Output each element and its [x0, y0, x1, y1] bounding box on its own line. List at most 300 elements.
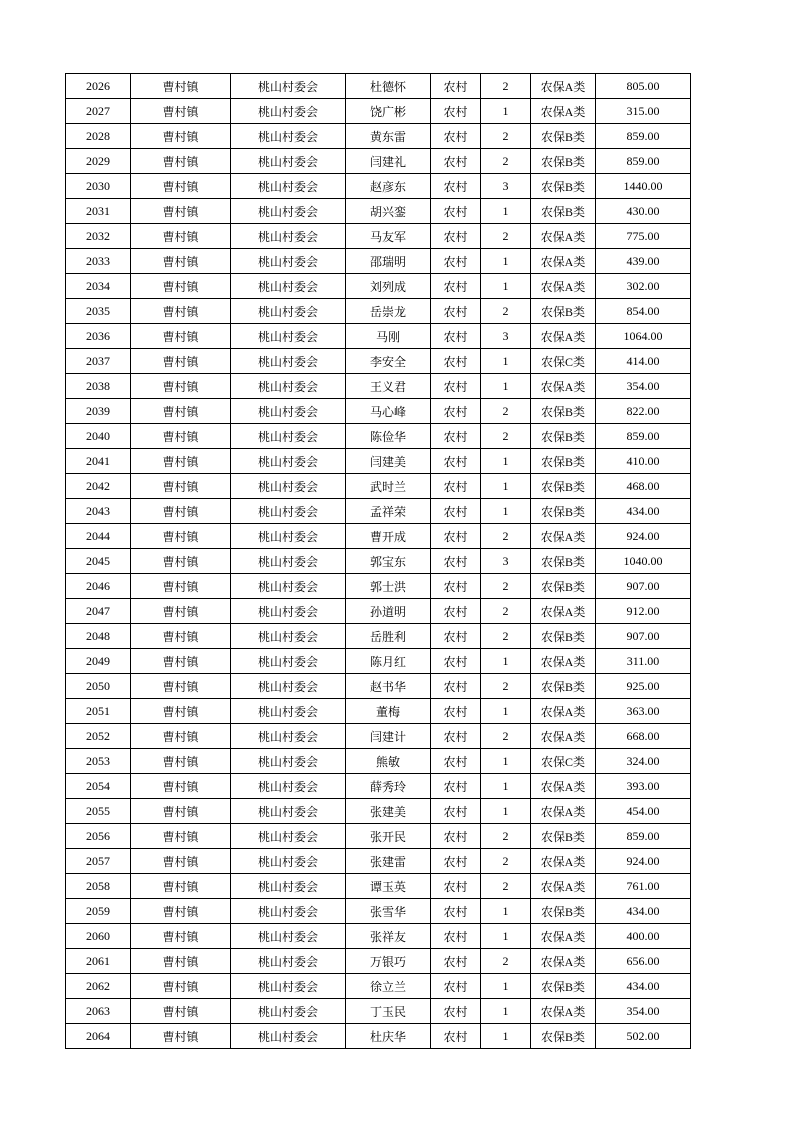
cell-residence: 农村 [431, 824, 481, 849]
cell-category: 农保B类 [531, 299, 596, 324]
cell-town: 曹村镇 [131, 324, 231, 349]
cell-amount: 668.00 [596, 724, 691, 749]
cell-residence: 农村 [431, 399, 481, 424]
cell-category: 农保B类 [531, 824, 596, 849]
table-row [66, 349, 691, 374]
cell-name: 闫建计 [346, 724, 431, 749]
cell-name: 杜庆华 [346, 1024, 431, 1049]
cell-residence: 农村 [431, 174, 481, 199]
cell-category: 农保A类 [531, 799, 596, 824]
cell-name: 徐立兰 [346, 974, 431, 999]
cell-count: 1 [481, 474, 531, 499]
cell-name: 岳胜利 [346, 624, 431, 649]
cell-town: 曹村镇 [131, 374, 231, 399]
cell-amount: 410.00 [596, 449, 691, 474]
cell-category: 农保A类 [531, 999, 596, 1024]
cell-serial: 2060 [66, 924, 131, 949]
cell-count: 1 [481, 649, 531, 674]
cell-count: 2 [481, 674, 531, 699]
cell-town: 曹村镇 [131, 249, 231, 274]
cell-category: 农保A类 [531, 74, 596, 99]
cell-residence: 农村 [431, 274, 481, 299]
cell-amount: 302.00 [596, 274, 691, 299]
cell-category: 农保B类 [531, 399, 596, 424]
cell-category: 农保B类 [531, 974, 596, 999]
cell-count: 1 [481, 974, 531, 999]
cell-serial: 2053 [66, 749, 131, 774]
cell-count: 2 [481, 224, 531, 249]
table-row [66, 424, 691, 449]
table-row [66, 174, 691, 199]
cell-category: 农保A类 [531, 274, 596, 299]
cell-town: 曹村镇 [131, 1024, 231, 1049]
cell-town: 曹村镇 [131, 599, 231, 624]
cell-amount: 924.00 [596, 524, 691, 549]
cell-town: 曹村镇 [131, 349, 231, 374]
cell-residence: 农村 [431, 499, 481, 524]
cell-serial: 2033 [66, 249, 131, 274]
cell-residence: 农村 [431, 924, 481, 949]
cell-serial: 2047 [66, 599, 131, 624]
cell-amount: 315.00 [596, 99, 691, 124]
cell-category: 农保B类 [531, 149, 596, 174]
cell-amount: 859.00 [596, 824, 691, 849]
cell-count: 2 [481, 424, 531, 449]
cell-count: 2 [481, 824, 531, 849]
cell-category: 农保B类 [531, 1024, 596, 1049]
table-row [66, 649, 691, 674]
cell-town: 曹村镇 [131, 724, 231, 749]
cell-residence: 农村 [431, 324, 481, 349]
table-row [66, 849, 691, 874]
cell-amount: 924.00 [596, 849, 691, 874]
cell-town: 曹村镇 [131, 499, 231, 524]
cell-name: 赵彦东 [346, 174, 431, 199]
cell-town: 曹村镇 [131, 474, 231, 499]
cell-residence: 农村 [431, 624, 481, 649]
cell-name: 孙道明 [346, 599, 431, 624]
cell-name: 张雪华 [346, 899, 431, 924]
cell-count: 1 [481, 799, 531, 824]
cell-amount: 363.00 [596, 699, 691, 724]
cell-serial: 2057 [66, 849, 131, 874]
cell-name: 李安全 [346, 349, 431, 374]
cell-name: 孟祥荣 [346, 499, 431, 524]
cell-village: 桃山村委会 [231, 324, 346, 349]
cell-category: 农保B类 [531, 899, 596, 924]
cell-town: 曹村镇 [131, 824, 231, 849]
cell-amount: 434.00 [596, 899, 691, 924]
cell-name: 岳崇龙 [346, 299, 431, 324]
cell-village: 桃山村委会 [231, 974, 346, 999]
cell-serial: 2037 [66, 349, 131, 374]
cell-amount: 311.00 [596, 649, 691, 674]
cell-name: 万银巧 [346, 949, 431, 974]
cell-name: 马刚 [346, 324, 431, 349]
cell-town: 曹村镇 [131, 524, 231, 549]
cell-name: 刘列成 [346, 274, 431, 299]
cell-residence: 农村 [431, 724, 481, 749]
cell-name: 马友军 [346, 224, 431, 249]
cell-count: 1 [481, 349, 531, 374]
cell-count: 1 [481, 449, 531, 474]
table-row [66, 674, 691, 699]
cell-residence: 农村 [431, 999, 481, 1024]
cell-count: 1 [481, 499, 531, 524]
cell-town: 曹村镇 [131, 299, 231, 324]
cell-residence: 农村 [431, 799, 481, 824]
cell-residence: 农村 [431, 699, 481, 724]
table-body [66, 74, 691, 1049]
cell-town: 曹村镇 [131, 224, 231, 249]
table-row [66, 524, 691, 549]
cell-amount: 414.00 [596, 349, 691, 374]
cell-village: 桃山村委会 [231, 499, 346, 524]
cell-category: 农保B类 [531, 574, 596, 599]
cell-name: 张建美 [346, 799, 431, 824]
cell-count: 3 [481, 549, 531, 574]
cell-category: 农保A类 [531, 724, 596, 749]
cell-category: 农保A类 [531, 774, 596, 799]
cell-town: 曹村镇 [131, 574, 231, 599]
cell-amount: 805.00 [596, 74, 691, 99]
cell-category: 农保A类 [531, 374, 596, 399]
cell-amount: 1064.00 [596, 324, 691, 349]
cell-serial: 2064 [66, 1024, 131, 1049]
cell-name: 谭玉英 [346, 874, 431, 899]
table-row [66, 624, 691, 649]
cell-residence: 农村 [431, 974, 481, 999]
table-row [66, 474, 691, 499]
cell-amount: 656.00 [596, 949, 691, 974]
cell-residence: 农村 [431, 249, 481, 274]
cell-amount: 822.00 [596, 399, 691, 424]
cell-name: 饶广彬 [346, 99, 431, 124]
cell-village: 桃山村委会 [231, 774, 346, 799]
cell-village: 桃山村委会 [231, 99, 346, 124]
cell-name: 胡兴銮 [346, 199, 431, 224]
cell-village: 桃山村委会 [231, 599, 346, 624]
cell-count: 1 [481, 274, 531, 299]
cell-serial: 2032 [66, 224, 131, 249]
cell-name: 熊敏 [346, 749, 431, 774]
cell-category: 农保B类 [531, 124, 596, 149]
cell-serial: 2041 [66, 449, 131, 474]
cell-count: 2 [481, 574, 531, 599]
cell-village: 桃山村委会 [231, 549, 346, 574]
cell-category: 农保A类 [531, 699, 596, 724]
cell-serial: 2045 [66, 549, 131, 574]
cell-category: 农保B类 [531, 449, 596, 474]
cell-count: 1 [481, 199, 531, 224]
cell-name: 郭士洪 [346, 574, 431, 599]
table-row [66, 224, 691, 249]
cell-count: 2 [481, 724, 531, 749]
cell-serial: 2036 [66, 324, 131, 349]
cell-name: 张建雷 [346, 849, 431, 874]
table-row [66, 899, 691, 924]
cell-village: 桃山村委会 [231, 224, 346, 249]
cell-village: 桃山村委会 [231, 74, 346, 99]
cell-serial: 2056 [66, 824, 131, 849]
cell-serial: 2055 [66, 799, 131, 824]
cell-category: 农保A类 [531, 649, 596, 674]
cell-village: 桃山村委会 [231, 949, 346, 974]
cell-town: 曹村镇 [131, 124, 231, 149]
cell-residence: 农村 [431, 899, 481, 924]
cell-village: 桃山村委会 [231, 449, 346, 474]
cell-count: 1 [481, 1024, 531, 1049]
cell-serial: 2028 [66, 124, 131, 149]
cell-count: 2 [481, 599, 531, 624]
cell-town: 曹村镇 [131, 799, 231, 824]
cell-town: 曹村镇 [131, 174, 231, 199]
cell-name: 丁玉民 [346, 999, 431, 1024]
cell-residence: 农村 [431, 299, 481, 324]
cell-village: 桃山村委会 [231, 174, 346, 199]
table-row [66, 1024, 691, 1049]
cell-amount: 859.00 [596, 424, 691, 449]
cell-amount: 400.00 [596, 924, 691, 949]
table-row [66, 699, 691, 724]
cell-residence: 农村 [431, 374, 481, 399]
table-row [66, 399, 691, 424]
cell-serial: 2058 [66, 874, 131, 899]
cell-amount: 859.00 [596, 124, 691, 149]
cell-serial: 2026 [66, 74, 131, 99]
cell-name: 闫建美 [346, 449, 431, 474]
table-row [66, 724, 691, 749]
cell-residence: 农村 [431, 649, 481, 674]
table-row [66, 374, 691, 399]
cell-town: 曹村镇 [131, 774, 231, 799]
table-row [66, 999, 691, 1024]
cell-village: 桃山村委会 [231, 799, 346, 824]
cell-residence: 农村 [431, 774, 481, 799]
cell-count: 2 [481, 399, 531, 424]
cell-category: 农保A类 [531, 99, 596, 124]
cell-count: 1 [481, 999, 531, 1024]
table-row [66, 299, 691, 324]
cell-category: 农保A类 [531, 324, 596, 349]
cell-count: 2 [481, 624, 531, 649]
cell-village: 桃山村委会 [231, 524, 346, 549]
cell-residence: 农村 [431, 874, 481, 899]
cell-name: 马心峰 [346, 399, 431, 424]
cell-town: 曹村镇 [131, 624, 231, 649]
cell-town: 曹村镇 [131, 99, 231, 124]
cell-category: 农保A类 [531, 249, 596, 274]
cell-name: 闫建礼 [346, 149, 431, 174]
cell-village: 桃山村委会 [231, 749, 346, 774]
cell-category: 农保A类 [531, 524, 596, 549]
cell-category: 农保B类 [531, 474, 596, 499]
cell-village: 桃山村委会 [231, 399, 346, 424]
cell-amount: 859.00 [596, 149, 691, 174]
cell-serial: 2040 [66, 424, 131, 449]
cell-amount: 468.00 [596, 474, 691, 499]
cell-count: 2 [481, 149, 531, 174]
cell-amount: 1440.00 [596, 174, 691, 199]
cell-village: 桃山村委会 [231, 674, 346, 699]
cell-residence: 农村 [431, 99, 481, 124]
cell-town: 曹村镇 [131, 974, 231, 999]
cell-serial: 2035 [66, 299, 131, 324]
cell-count: 1 [481, 924, 531, 949]
cell-town: 曹村镇 [131, 424, 231, 449]
cell-town: 曹村镇 [131, 924, 231, 949]
cell-amount: 1040.00 [596, 549, 691, 574]
cell-amount: 324.00 [596, 749, 691, 774]
table-row [66, 749, 691, 774]
cell-village: 桃山村委会 [231, 1024, 346, 1049]
cell-count: 2 [481, 74, 531, 99]
cell-amount: 434.00 [596, 499, 691, 524]
cell-residence: 农村 [431, 199, 481, 224]
cell-residence: 农村 [431, 224, 481, 249]
cell-serial: 2030 [66, 174, 131, 199]
cell-count: 1 [481, 374, 531, 399]
cell-residence: 农村 [431, 74, 481, 99]
cell-amount: 439.00 [596, 249, 691, 274]
cell-category: 农保C类 [531, 349, 596, 374]
cell-town: 曹村镇 [131, 149, 231, 174]
cell-category: 农保A类 [531, 849, 596, 874]
cell-residence: 农村 [431, 124, 481, 149]
cell-residence: 农村 [431, 574, 481, 599]
cell-amount: 354.00 [596, 374, 691, 399]
cell-residence: 农村 [431, 599, 481, 624]
cell-name: 陈俭华 [346, 424, 431, 449]
cell-serial: 2059 [66, 899, 131, 924]
cell-amount: 854.00 [596, 299, 691, 324]
cell-name: 郭宝东 [346, 549, 431, 574]
cell-town: 曹村镇 [131, 749, 231, 774]
table-row [66, 599, 691, 624]
cell-count: 2 [481, 524, 531, 549]
cell-name: 赵书华 [346, 674, 431, 699]
cell-name: 陈月红 [346, 649, 431, 674]
cell-town: 曹村镇 [131, 649, 231, 674]
cell-town: 曹村镇 [131, 874, 231, 899]
table-row [66, 824, 691, 849]
cell-name: 武时兰 [346, 474, 431, 499]
cell-count: 2 [481, 299, 531, 324]
cell-town: 曹村镇 [131, 949, 231, 974]
cell-category: 农保A类 [531, 224, 596, 249]
cell-serial: 2044 [66, 524, 131, 549]
cell-amount: 354.00 [596, 999, 691, 1024]
table-row [66, 499, 691, 524]
cell-village: 桃山村委会 [231, 249, 346, 274]
cell-category: 农保B类 [531, 199, 596, 224]
cell-amount: 907.00 [596, 624, 691, 649]
cell-serial: 2048 [66, 624, 131, 649]
cell-village: 桃山村委会 [231, 624, 346, 649]
cell-count: 1 [481, 699, 531, 724]
cell-count: 2 [481, 949, 531, 974]
cell-count: 1 [481, 749, 531, 774]
cell-serial: 2061 [66, 949, 131, 974]
cell-town: 曹村镇 [131, 274, 231, 299]
cell-village: 桃山村委会 [231, 474, 346, 499]
cell-category: 农保A类 [531, 874, 596, 899]
cell-serial: 2062 [66, 974, 131, 999]
table-row [66, 124, 691, 149]
cell-category: 农保B类 [531, 624, 596, 649]
cell-town: 曹村镇 [131, 549, 231, 574]
table-row [66, 199, 691, 224]
cell-name: 薛秀玲 [346, 774, 431, 799]
cell-amount: 761.00 [596, 874, 691, 899]
cell-amount: 775.00 [596, 224, 691, 249]
table-row [66, 574, 691, 599]
table-row [66, 274, 691, 299]
cell-name: 邵瑞明 [346, 249, 431, 274]
cell-category: 农保B类 [531, 549, 596, 574]
cell-name: 杜德怀 [346, 74, 431, 99]
cell-residence: 农村 [431, 474, 481, 499]
cell-residence: 农村 [431, 1024, 481, 1049]
cell-serial: 2051 [66, 699, 131, 724]
cell-residence: 农村 [431, 524, 481, 549]
cell-village: 桃山村委会 [231, 699, 346, 724]
cell-serial: 2043 [66, 499, 131, 524]
cell-serial: 2054 [66, 774, 131, 799]
cell-amount: 502.00 [596, 1024, 691, 1049]
cell-town: 曹村镇 [131, 849, 231, 874]
cell-village: 桃山村委会 [231, 724, 346, 749]
cell-amount: 454.00 [596, 799, 691, 824]
cell-residence: 农村 [431, 849, 481, 874]
cell-residence: 农村 [431, 424, 481, 449]
cell-category: 农保B类 [531, 674, 596, 699]
table-row [66, 799, 691, 824]
cell-name: 黄东雷 [346, 124, 431, 149]
table-row [66, 324, 691, 349]
cell-town: 曹村镇 [131, 999, 231, 1024]
cell-town: 曹村镇 [131, 399, 231, 424]
cell-count: 2 [481, 124, 531, 149]
cell-residence: 农村 [431, 149, 481, 174]
cell-amount: 393.00 [596, 774, 691, 799]
cell-village: 桃山村委会 [231, 199, 346, 224]
cell-village: 桃山村委会 [231, 274, 346, 299]
cell-village: 桃山村委会 [231, 649, 346, 674]
cell-name: 张开民 [346, 824, 431, 849]
cell-serial: 2042 [66, 474, 131, 499]
cell-residence: 农村 [431, 674, 481, 699]
cell-residence: 农村 [431, 449, 481, 474]
cell-residence: 农村 [431, 749, 481, 774]
cell-village: 桃山村委会 [231, 149, 346, 174]
cell-amount: 430.00 [596, 199, 691, 224]
cell-village: 桃山村委会 [231, 874, 346, 899]
cell-amount: 434.00 [596, 974, 691, 999]
cell-count: 1 [481, 899, 531, 924]
cell-name: 张祥友 [346, 924, 431, 949]
cell-village: 桃山村委会 [231, 299, 346, 324]
pension-table [65, 73, 691, 1049]
cell-count: 1 [481, 249, 531, 274]
cell-count: 3 [481, 174, 531, 199]
cell-category: 农保B类 [531, 174, 596, 199]
table-row [66, 924, 691, 949]
cell-serial: 2034 [66, 274, 131, 299]
cell-category: 农保A类 [531, 599, 596, 624]
cell-category: 农保B类 [531, 499, 596, 524]
cell-amount: 925.00 [596, 674, 691, 699]
